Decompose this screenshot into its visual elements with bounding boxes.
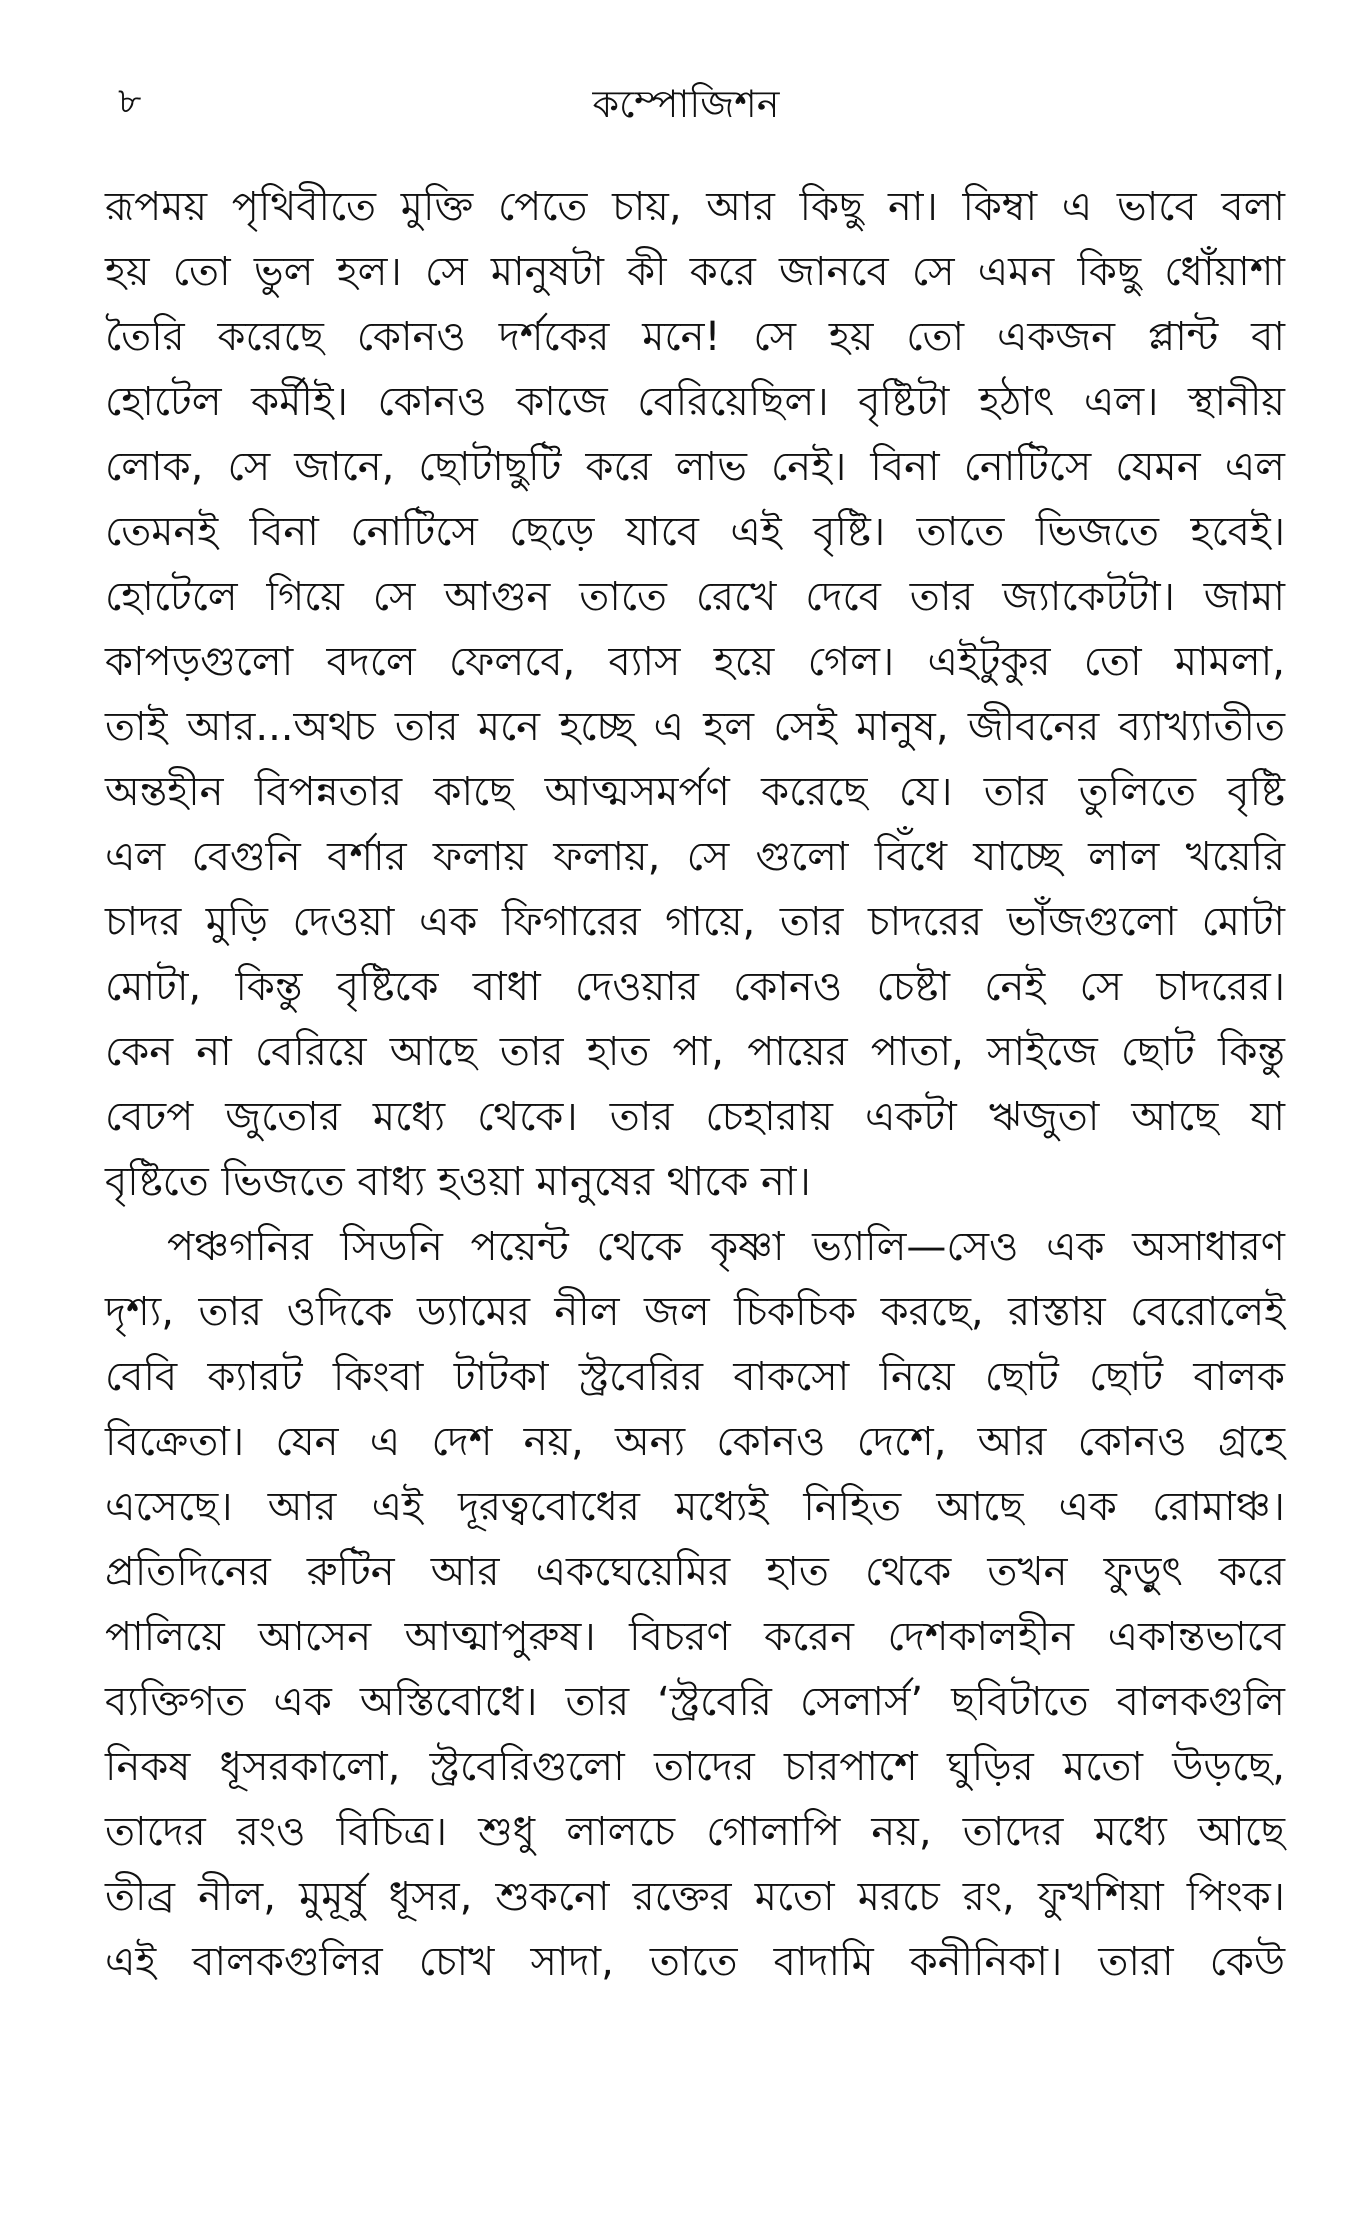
text-line: তীব্র নীল, মুমূর্ষু ধূসর, শুকনো রক্তের মতো মরচে রং, ফুখশিয়া পিংক। [105,1874,1285,1920]
text-line: এসেছে। আর এই দূরত্ববোধের মধ্যেই নিহিত আছে এক রোমাঞ্চ। [105,1484,1285,1530]
text-line: তৈরি করেছে কোনও দর্শকের মনে! সে হয় তো একজন প্লান্ট বা [105,314,1285,360]
paragraph [105,1215,1285,1995]
text-line: অন্তহীন বিপন্নতার কাছে আত্মসমর্পণ করেছে যে। তার তুলিতে বৃষ্টি [105,769,1285,815]
text-line: হয় তো ভুল হল। সে মানুষটা কী করে জানবে সে এমন কিছু ধোঁয়াশা [105,249,1285,295]
text-line: ব্যক্তিগত এক অস্তিবোধে। তার ‘স্ট্রবেরি সেলার্স’ ছবিটাতে বালকগুলি [105,1679,1285,1725]
text-line: এল বেগুনি বর্শার ফলায় ফলায়, সে গুলো বিঁধে যাচ্ছে লাল খয়েরি [105,834,1285,880]
text-line: চাদর মুড়ি দেওয়া এক ফিগারের গায়ে, তার চাদরের ভাঁজগুলো মোটা [105,899,1285,945]
text-line: রূপময় পৃথিবীতে মুক্তি পেতে চায়, আর কিছু না। কিম্বা এ ভাবে বলা [105,184,1285,230]
text-line: তাদের রংও বিচিত্র। শুধু লালচে গোলাপি নয়, তাদের মধ্যে আছে [105,1809,1285,1855]
text-line: মোটা, কিন্তু বৃষ্টিকে বাধা দেওয়ার কোনও চেষ্টা নেই সে চাদরের। [105,964,1285,1010]
text-line: হোটেলে গিয়ে সে আগুন তাতে রেখে দেবে তার জ্যাকেটটা। জামা [105,574,1285,620]
paragraph [105,175,1285,1215]
text-line: হোটেল কর্মীই। কোনও কাজে বেরিয়েছিল। বৃষ্টিটা হঠাৎ এল। স্থানীয় [105,379,1285,425]
text-line: বিক্রেতা। যেন এ দেশ নয়, অন্য কোনও দেশে, আর কোনও গ্রহে [105,1419,1285,1465]
text-line: কেন না বেরিয়ে আছে তার হাত পা, পায়ের পাতা, সাইজে ছোট কিন্তু [105,1029,1285,1075]
text-line: বেঢপ জুতোর মধ্যে থেকে। তার চেহারায় একটা ঋজুতা আছে যা [105,1094,1285,1140]
text-line: তাই আর...অথচ তার মনে হচ্ছে এ হল সেই মানুষ, জীবনের ব্যাখ্যাতীত [105,704,1285,750]
text-line: পালিয়ে আসেন আত্মাপুরুষ। বিচরণ করেন দেশকালহীন একান্তভাবে [105,1614,1285,1660]
text-line: পঞ্চগনির সিডনি পয়েন্ট থেকে কৃষ্ণা ভ্যালি—সেও এক অসাধারণ [167,1224,1285,1270]
text-line: নিকষ ধূসরকালো, স্ট্রবেরিগুলো তাদের চারপাশে ঘুড়ির মতো উড়ছে, [105,1744,1285,1790]
text-line: বেবি ক্যারট কিংবা টাটকা স্ট্রবেরির বাকসো নিয়ে ছোট ছোট বালক [105,1354,1285,1400]
text-line: প্রতিদিনের রুটিন আর একঘেয়েমির হাত থেকে তখন ফুড়ুৎ করে [105,1549,1285,1595]
body-text [105,175,1285,1995]
text-line: এই বালকগুলির চোখ সাদা, তাতে বাদামি কনীনিকা। তারা কেউ [105,1939,1285,1985]
running-title: কম্পোজিশন [592,82,780,126]
text-line: তেমনই বিনা নোটিসে ছেড়ে যাবে এই বৃষ্টি। তাতে ভিজতে হবেই। [105,509,1285,555]
text-line: দৃশ্য, তার ওদিকে ড্যামের নীল জল চিকচিক করছে, রাস্তায় বেরোলেই [105,1289,1285,1335]
page-number: ৮ [118,81,142,122]
text-line: বৃষ্টিতে ভিজতে বাধ্য হওয়া মানুষের থাকে না। [105,1159,811,1205]
text-line: কাপড়গুলো বদলে ফেলবে, ব্যাস হয়ে গেল। এইটুকুর তো মামলা, [105,639,1285,685]
text-line: লোক, সে জানে, ছোটাছুটি করে লাভ নেই। বিনা নোটিসে যেমন এল [105,444,1285,490]
